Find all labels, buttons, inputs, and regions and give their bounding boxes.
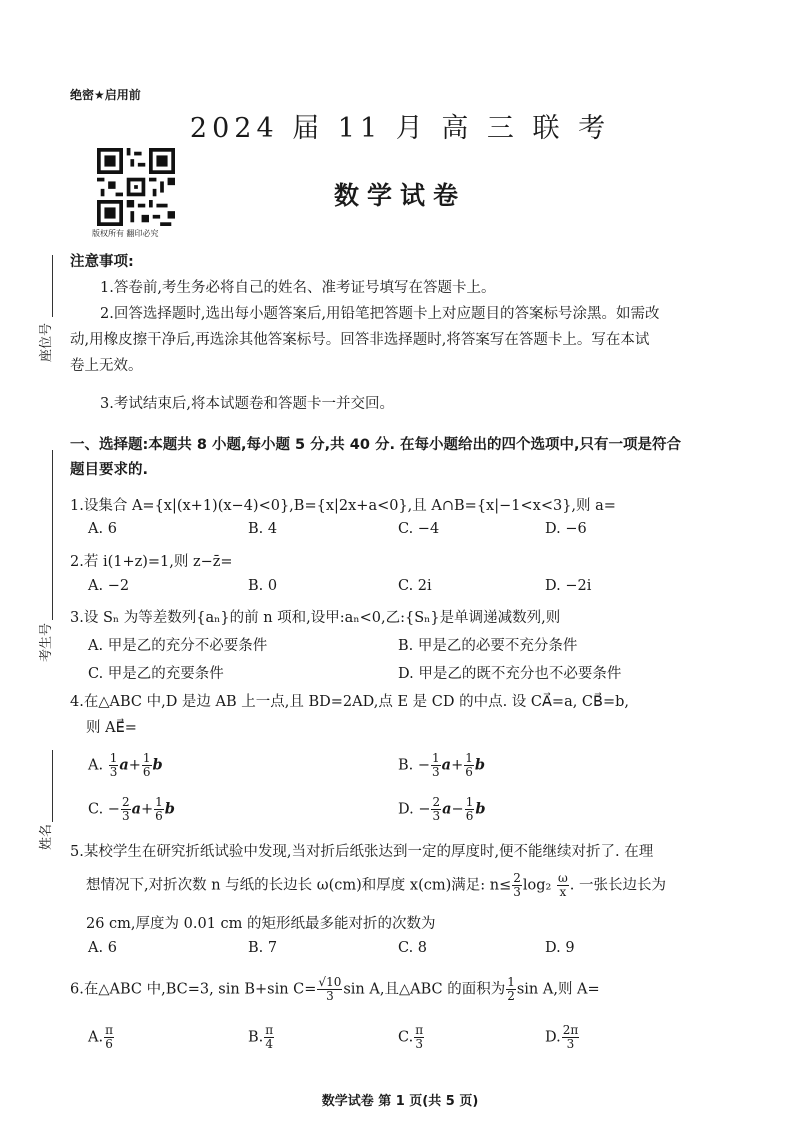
fraction: $\frac{1}{6}$ bbox=[155, 795, 163, 823]
q4-option-b: B. − $\frac{1}{3}$ a+ $\frac{1}{6}$ b bbox=[398, 751, 486, 779]
q6-option-a: A. $\frac{\pi}{6}$ bbox=[88, 1023, 113, 1051]
section-heading bbox=[70, 433, 770, 483]
notice-item: 卷上无效。 bbox=[70, 358, 143, 374]
q2-option-c: C. 2i bbox=[398, 578, 432, 594]
fraction: $\frac{1}{2}$ bbox=[507, 975, 515, 1003]
question-5-stem-cont: 26 cm,厚度为 0.01 cm 的矩形纸最多能对折的次数为 bbox=[86, 916, 436, 932]
q5-option-c: C. 8 bbox=[398, 940, 428, 956]
question-6-stem: 6.在△ABC 中,BC=3, sin B+sin C= $\frac{√10}{3}$ sin A,且△ABC 的面积为 $\frac{1}{2}$ sin A,则 A= bbox=[70, 975, 600, 1003]
q1-option-d: D. −6 bbox=[545, 521, 587, 537]
qr-code-image bbox=[97, 148, 175, 226]
q5-option-a: A. 6 bbox=[88, 940, 117, 956]
q2-option-a: A. −2 bbox=[88, 578, 130, 594]
section-heading-line: 一、选择题:本题共 8 小题,每小题 5 分,共 40 分. 在每小题给出的四个选项中,只有一项是符合 bbox=[70, 437, 682, 453]
exam-title: 2024 届 11 月 高 三 联 考 bbox=[189, 113, 611, 144]
question-1-stem: 1.设集合 A={x|(x+1)(x−4)<0},B={x|2x+a<0},且 A∩B={x|−1<x<3},则 a= bbox=[70, 498, 616, 514]
exam-no-line bbox=[52, 450, 53, 620]
seat-line bbox=[52, 255, 53, 317]
fraction: $\frac{1}{6}$ bbox=[142, 751, 151, 779]
question-5-stem-cont: 想情况下,对折次数 n 与纸的长边长 ω(cm)和厚度 x(cm)满足: n≤ $\frac{2}{3}$ log₂ $\frac{\omega}{x}$ . 一张长边长为 bbox=[86, 871, 666, 899]
q1-option-c: C. −4 bbox=[398, 521, 440, 537]
fraction: $\frac{√10}{3}$ bbox=[318, 975, 342, 1003]
name-label: 姓名 bbox=[39, 823, 54, 850]
confidential-mark: 绝密★启用前 bbox=[70, 88, 141, 102]
q3-option-b: B. 甲是乙的必要不充分条件 bbox=[398, 638, 578, 654]
fraction: $\frac{1}{6}$ bbox=[465, 795, 474, 823]
question-4-stem-cont: 则 AE⃗= bbox=[86, 720, 137, 736]
q3-option-d: D. 甲是乙的既不充分也不必要条件 bbox=[398, 666, 622, 682]
page-footer: 数学试卷 第 1 页(共 5 页) bbox=[321, 1094, 479, 1109]
fraction: $\frac{1}{3}$ bbox=[432, 751, 440, 779]
fraction: $\frac{2}{3}$ bbox=[432, 795, 441, 823]
q6-option-c: C. $\frac{\pi}{3}$ bbox=[398, 1023, 424, 1051]
fraction: $\frac{\pi}{6}$ bbox=[105, 1023, 113, 1051]
fraction: $\frac{\omega}{x}$ bbox=[557, 871, 568, 899]
q3-option-c: C. 甲是乙的充要条件 bbox=[88, 666, 224, 682]
q6-option-d: D. $\frac{2\pi}{3}$ bbox=[545, 1023, 579, 1051]
q1-option-b: B. 4 bbox=[248, 521, 278, 537]
notice-item: 2.回答选择题时,选出每小题答案后,用铅笔把答题卡上对应题目的答案标号涂黑。如需改 bbox=[100, 306, 660, 322]
fraction: $\frac{1}{6}$ bbox=[465, 751, 473, 779]
fraction: $\frac{1}{3}$ bbox=[109, 751, 118, 779]
question-5-stem: 5.某校学生在研究折纸试验中发现,当对折后纸张达到一定的厚度时,便不能继续对折了. 在理 bbox=[70, 844, 654, 860]
q3-option-a: A. 甲是乙的充分不必要条件 bbox=[88, 638, 268, 654]
exam-subject: 数学试卷 bbox=[333, 181, 466, 210]
question-2-stem: 2.若 i(1+z)=1,则 z−z̄= bbox=[70, 554, 233, 570]
q5-option-d: D. 9 bbox=[545, 940, 575, 956]
qr-caption: 版权所有 翻印必究 bbox=[92, 229, 159, 238]
q6-option-b: B. $\frac{\pi}{4}$ bbox=[248, 1023, 274, 1051]
fraction: $\frac{\pi}{4}$ bbox=[265, 1023, 274, 1051]
notice-item: 动,用橡皮擦干净后,再选涂其他答案标号。回答非选择题时,将答案写在答题卡上。写在本试 bbox=[70, 332, 650, 348]
notice-item: 1.答卷前,考生务必将自己的姓名、准考证号填写在答题卡上。 bbox=[100, 280, 496, 296]
q4-option-d: D. − $\frac{2}{3}$ a− $\frac{1}{6}$ b bbox=[398, 795, 486, 823]
fraction: $\frac{2}{3}$ bbox=[121, 795, 130, 823]
fraction: $\frac{\pi}{3}$ bbox=[415, 1023, 424, 1051]
exam-no-label: 考生号 bbox=[39, 622, 54, 662]
q5-option-b: B. 7 bbox=[248, 940, 278, 956]
q4-option-c: C. − $\frac{2}{3}$ a+ $\frac{1}{6}$ b bbox=[88, 795, 175, 823]
question-4-stem: 4.在△ABC 中,D 是边 AB 上一点,且 BD=2AD,点 E 是 CD 的中点. 设 CA⃗=a, CB⃗=b, bbox=[70, 694, 630, 710]
notice-heading: 注意事项: bbox=[70, 254, 134, 270]
q2-option-b: B. 0 bbox=[248, 578, 278, 594]
seat-label: 座位号 bbox=[39, 322, 54, 362]
q2-option-d: D. −2i bbox=[545, 578, 592, 594]
name-line bbox=[52, 750, 53, 822]
fraction: $\frac{2}{3}$ bbox=[513, 871, 521, 899]
notice-item: 3.考试结束后,将本试题卷和答题卡一并交回。 bbox=[100, 396, 394, 412]
q4-option-a: A. $\frac{1}{3}$ a+ $\frac{1}{6}$ b bbox=[88, 751, 163, 779]
q1-option-a: A. 6 bbox=[88, 521, 117, 537]
section-heading-line: 题目要求的. bbox=[70, 462, 149, 478]
question-3-stem: 3.设 Sₙ 为等差数列{aₙ}的前 n 项和,设甲:aₙ<0,乙:{Sₙ}是单调递减数列,则 bbox=[70, 610, 561, 626]
fraction: $\frac{2\pi}{3}$ bbox=[562, 1023, 579, 1051]
